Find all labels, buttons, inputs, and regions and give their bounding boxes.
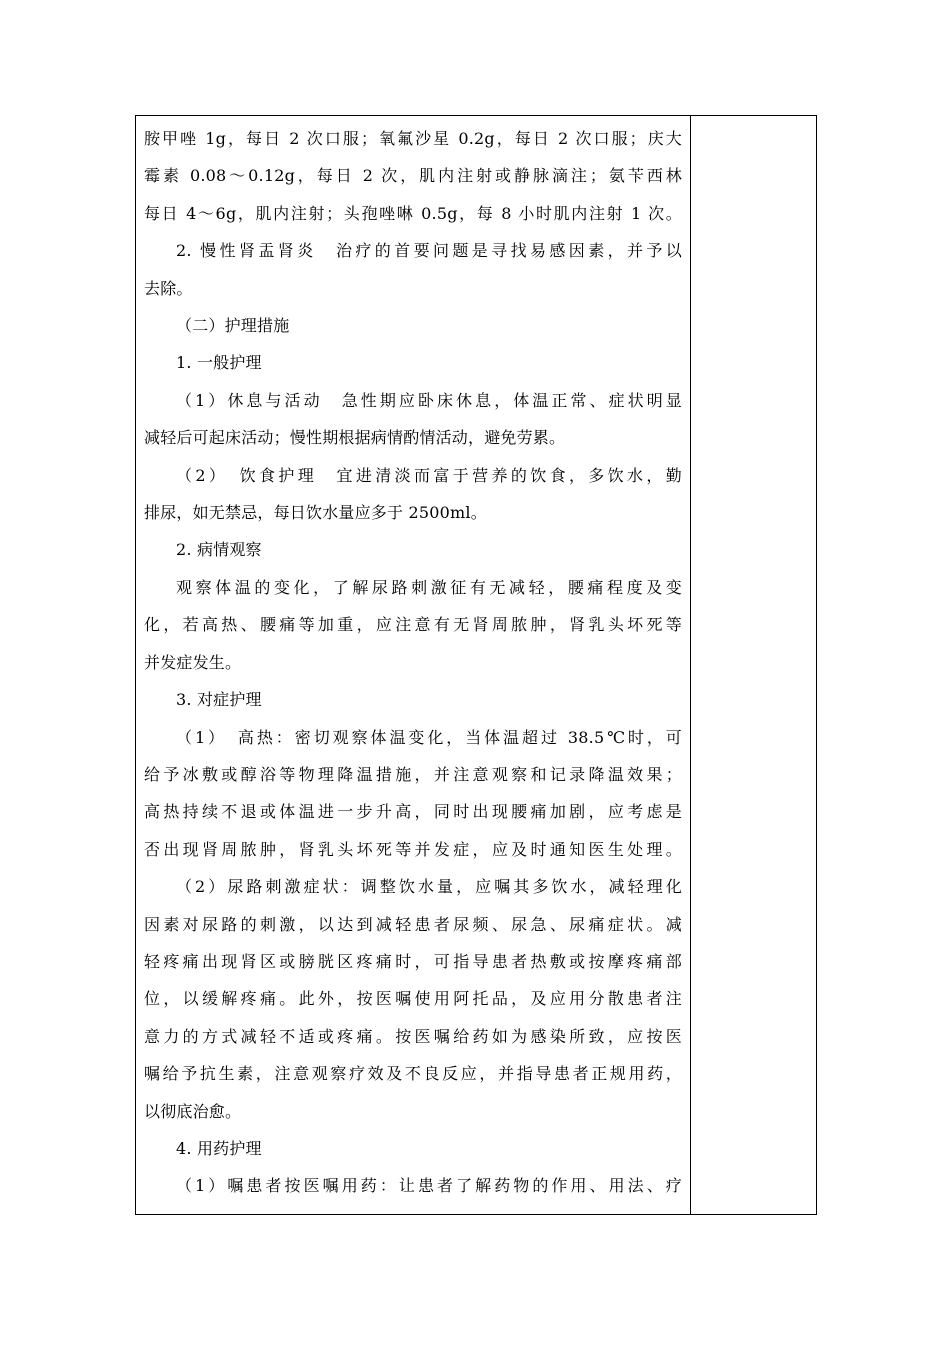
text-line: 因素对尿路的刺激，以达到减轻患者尿频、尿急、尿痛症状。减	[144, 914, 682, 934]
text-line: 并发症发生。	[144, 652, 242, 672]
text-line: 1. 一般护理	[176, 353, 262, 373]
text-line: 4. 用药护理	[176, 1138, 262, 1158]
text-line: 观察体温的变化，了解尿路刺激征有无减轻，腰痛程度及变	[176, 577, 682, 597]
document-table	[135, 115, 817, 1215]
text-line: 给予冰敷或醇浴等物理降温措施，并注意观察和记录降温效果；	[144, 764, 682, 784]
text-line: 每日 4～6g，肌内注射；头孢唑啉 0.5g，每 8 小时肌内注射 1 次。	[144, 203, 682, 223]
content-cell	[136, 116, 691, 1214]
text-line: 轻疼痛出现肾区或膀胱区疼痛时，可指导患者热敷或按摩疼痛部	[144, 951, 682, 971]
text-line: 胺甲唑 1g，每日 2 次口服；氧氟沙星 0.2g，每日 2 次口服；庆大	[144, 129, 682, 148]
notes-cell	[691, 116, 816, 1214]
text-line: 否出现肾周脓肿，肾乳头坏死等并发症，应及时通知医生处理。	[144, 839, 682, 859]
text-line: 以彻底治愈。	[144, 1101, 242, 1121]
text-line: （1）嘱患者按医嘱用药：让患者了解药物的作用、用法、疗	[176, 1176, 682, 1196]
text-line: 霉素 0.08～0.12g，每日 2 次，肌内注射或静脉滴注；氨苄西林	[144, 166, 682, 186]
text-line: 高热持续不退或体温进一步升高，同时出现腰痛加剧，应考虑是	[144, 802, 682, 822]
text-line: （1） 高热：密切观察体温变化，当体温超过 38.5℃时，可	[176, 727, 682, 747]
text-line: （2）尿路刺激症状：调整饮水量，应嘱其多饮水，减轻理化	[176, 877, 682, 897]
text-line: 2. 病情观察	[176, 540, 262, 560]
text-line: 位，以缓解疼痛。此外，按医嘱使用阿托品，及应用分散患者注	[144, 989, 682, 1009]
text-line: （1）休息与活动 急性期应卧床休息，体温正常、症状明显	[176, 390, 682, 410]
text-line: （二）护理措施	[176, 316, 290, 336]
text-line: 2. 慢性肾盂肾炎 治疗的首要问题是寻找易感因素，并予以	[176, 241, 682, 261]
text-line: 3. 对症护理	[176, 690, 262, 710]
text-line: 排尿，如无禁忌，每日饮水量应多于 2500ml。	[144, 503, 487, 523]
text-line: 去除。	[144, 278, 193, 298]
text-line: （2） 饮食护理 宜进清淡而富于营养的饮食，多饮水，勤	[176, 465, 682, 485]
text-line: 嘱给予抗生素，注意观察疗效及不良反应，并指导患者正规用药，	[144, 1064, 682, 1084]
text-line: 意力的方式减轻不适或疼痛。按医嘱给药如为感染所致，应按医	[144, 1026, 682, 1046]
text-line: 减轻后可起床活动；慢性期根据病情酌情活动，避免劳累。	[144, 428, 566, 448]
text-line: 化，若高热、腰痛等加重，应注意有无肾周脓肿，肾乳头坏死等	[144, 615, 682, 635]
